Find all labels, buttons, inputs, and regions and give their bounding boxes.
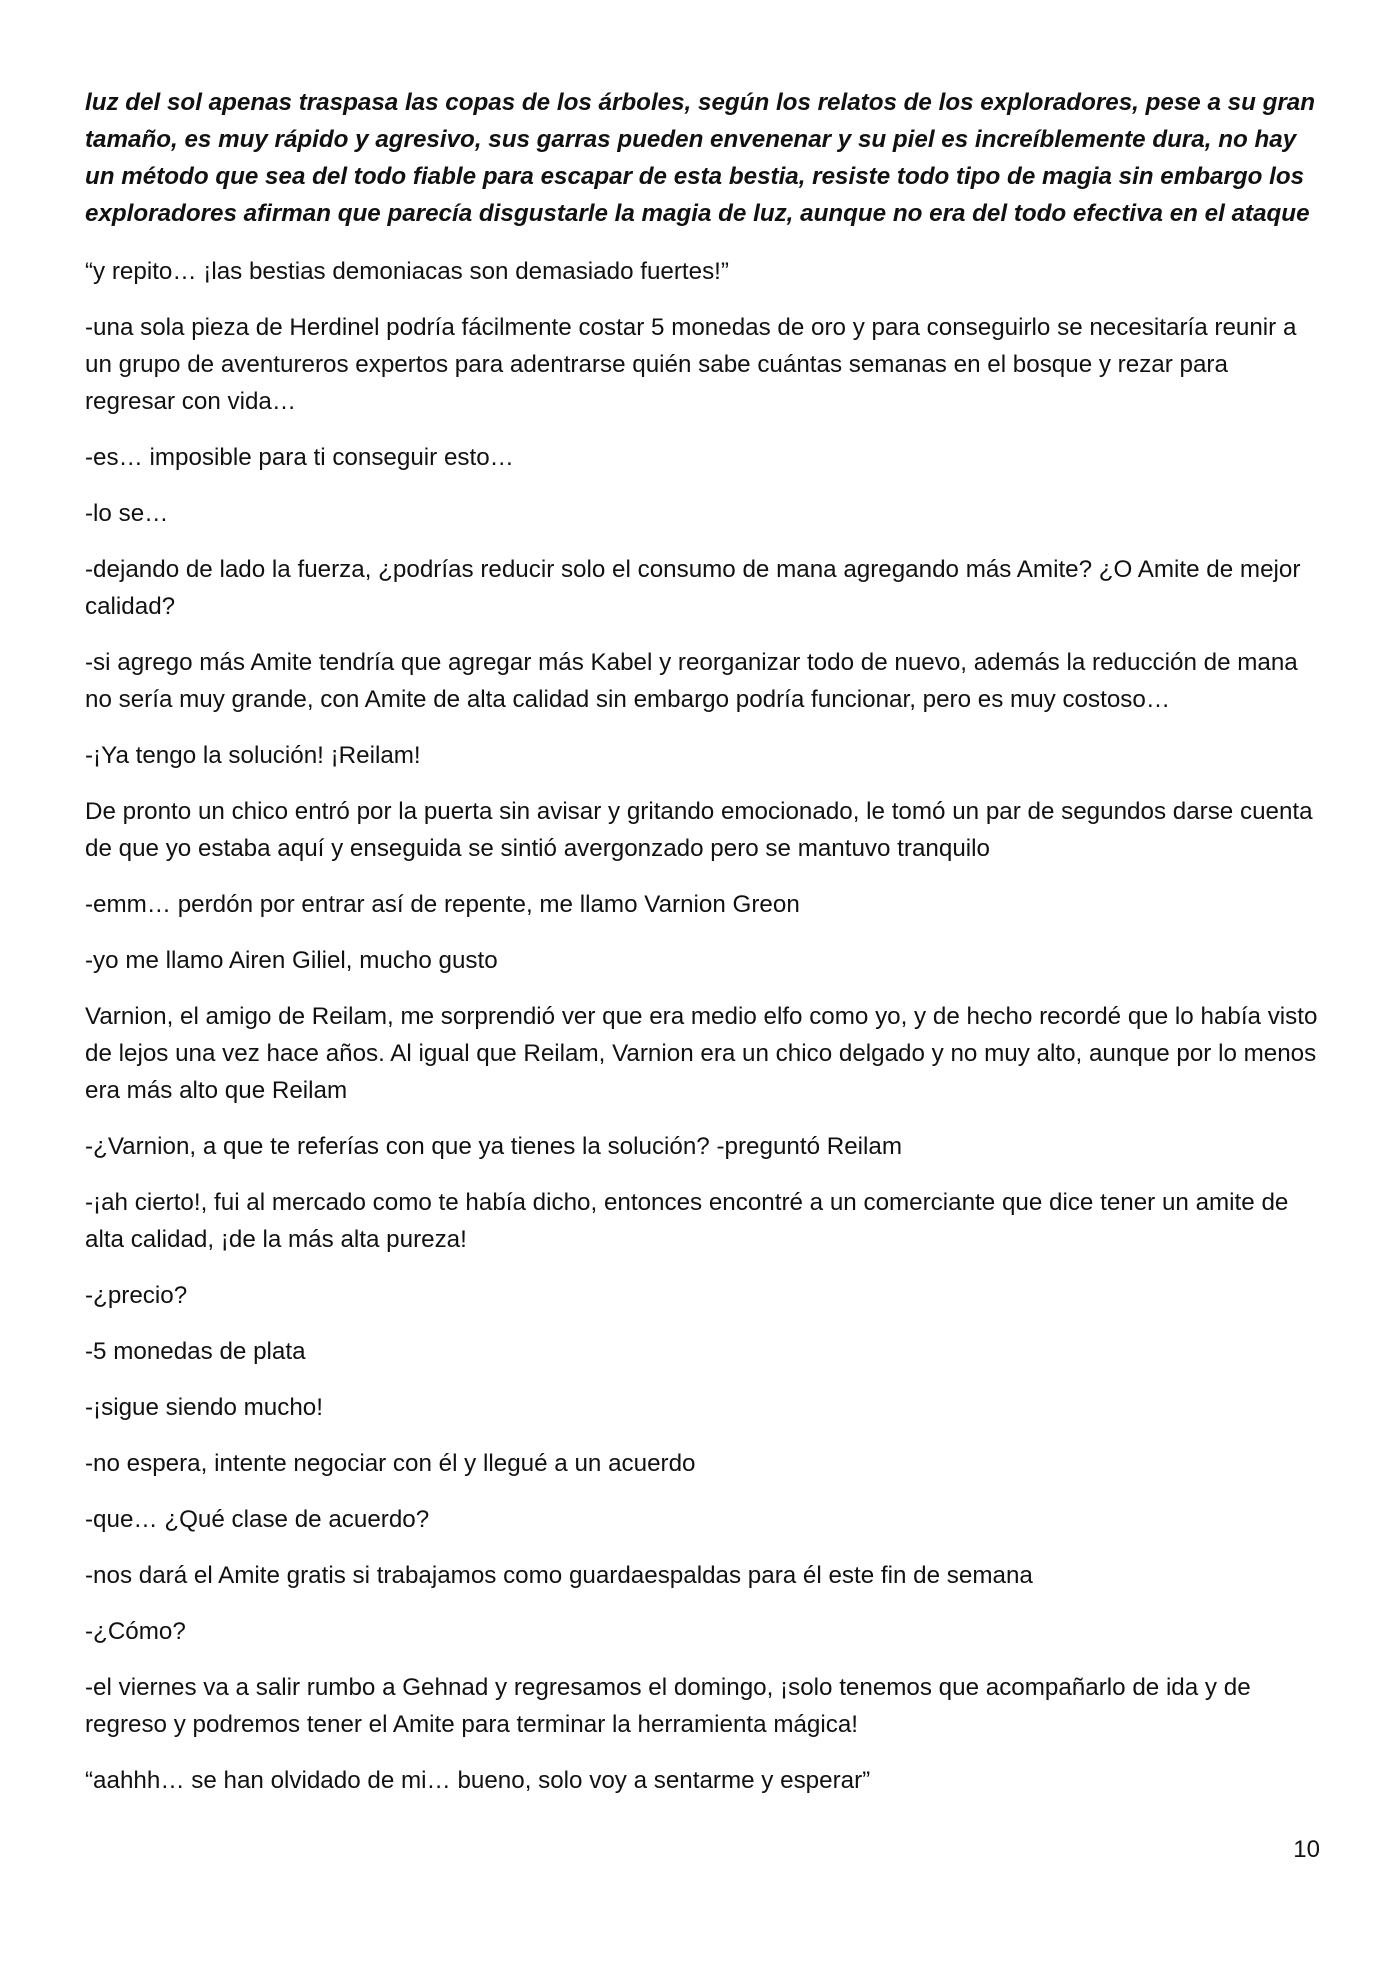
paragraph: -yo me llamo Airen Giliel, mucho gusto xyxy=(85,947,498,974)
paragraph: -que… ¿Qué clase de acuerdo? xyxy=(85,1506,430,1533)
paragraph: -¡sigue siendo mucho! xyxy=(85,1394,323,1421)
page-body-text xyxy=(85,84,1320,1818)
paragraph: -una sola pieza de Herdinel podría fácilmente costar 5 monedas de oro y para conseguirlo se necesitaría reunir a un grupo de aventureros expertos para adentrarse quién sabe cuántas semanas en el bosque y rezar para regresar con vida… xyxy=(85,314,1297,415)
paragraph: -¿Varnion, a que te referías con que ya tienes la solución? -preguntó Reilam xyxy=(85,1133,903,1160)
paragraph: De pronto un chico entró por la puerta sin avisar y gritando emocionado, le tomó un par de segundos darse cuenta de que yo estaba aquí y enseguida se sintió avergonzado pero se mantuvo tranquilo xyxy=(85,798,1313,862)
paragraph: -emm… perdón por entrar así de repente, me llamo Varnion Greon xyxy=(85,891,800,918)
paragraph: -no espera, intente negociar con él y llegué a un acuerdo xyxy=(85,1450,696,1477)
paragraph: “aahhh… se han olvidado de mi… bueno, solo voy a sentarme y esperar” xyxy=(85,1767,871,1794)
paragraph: -lo se… xyxy=(85,500,169,527)
paragraph: -¿Cómo? xyxy=(85,1618,186,1645)
paragraph: -¡ah cierto!, fui al mercado como te había dicho, entonces encontré a un comerciante que dice tener un amite de alta calidad, ¡de la más alta pureza! xyxy=(85,1189,1289,1253)
paragraph: “y repito… ¡las bestias demoniacas son demasiado fuertes!” xyxy=(85,258,729,285)
page-number: 10 xyxy=(1293,1836,1320,1863)
paragraph: -nos dará el Amite gratis si trabajamos como guardaespaldas para él este fin de semana xyxy=(85,1562,1033,1589)
paragraph: -¡Ya tengo la solución! ¡Reilam! xyxy=(85,742,421,769)
paragraph: -el viernes va a salir rumbo a Gehnad y regresamos el domingo, ¡solo tenemos que acompañarlo de ida y de regreso y podremos tener el Amite para terminar la herramienta mágica! xyxy=(85,1674,1251,1738)
paragraph: -5 monedas de plata xyxy=(85,1338,306,1365)
paragraph: Varnion, el amigo de Reilam, me sorprendió ver que era medio elfo como yo, y de hecho recordé que lo había visto de lejos una vez hace años. Al igual que Reilam, Varnion era un chico delgado y no muy alto, aunque por lo menos era más alto que Reilam xyxy=(85,1003,1318,1104)
paragraph: -si agrego más Amite tendría que agregar más Kabel y reorganizar todo de nuevo, además la reducción de mana no sería muy grande, con Amite de alta calidad sin embargo podría funcionar, pero es muy costoso… xyxy=(85,649,1298,713)
paragraph: -¿precio? xyxy=(85,1282,188,1309)
paragraph: -es… imposible para ti conseguir esto… xyxy=(85,444,514,471)
paragraph: -dejando de lado la fuerza, ¿podrías reducir solo el consumo de mana agregando más Amite? ¿O Amite de mejor calidad? xyxy=(85,556,1301,620)
italic-description-paragraph: luz del sol apenas traspasa las copas de los árboles, según los relatos de los exploradores, pese a su gran tamaño, es muy rápido y agresivo, sus garras pueden envenenar y su piel es increíblemente dura, no hay un método que sea del todo fiable para escapar de esta bestia, resiste todo tipo de magia sin embargo los exploradores afirman que parecía disgustarle la magia de luz, aunque no era del todo efectiva en el ataque xyxy=(85,89,1315,227)
